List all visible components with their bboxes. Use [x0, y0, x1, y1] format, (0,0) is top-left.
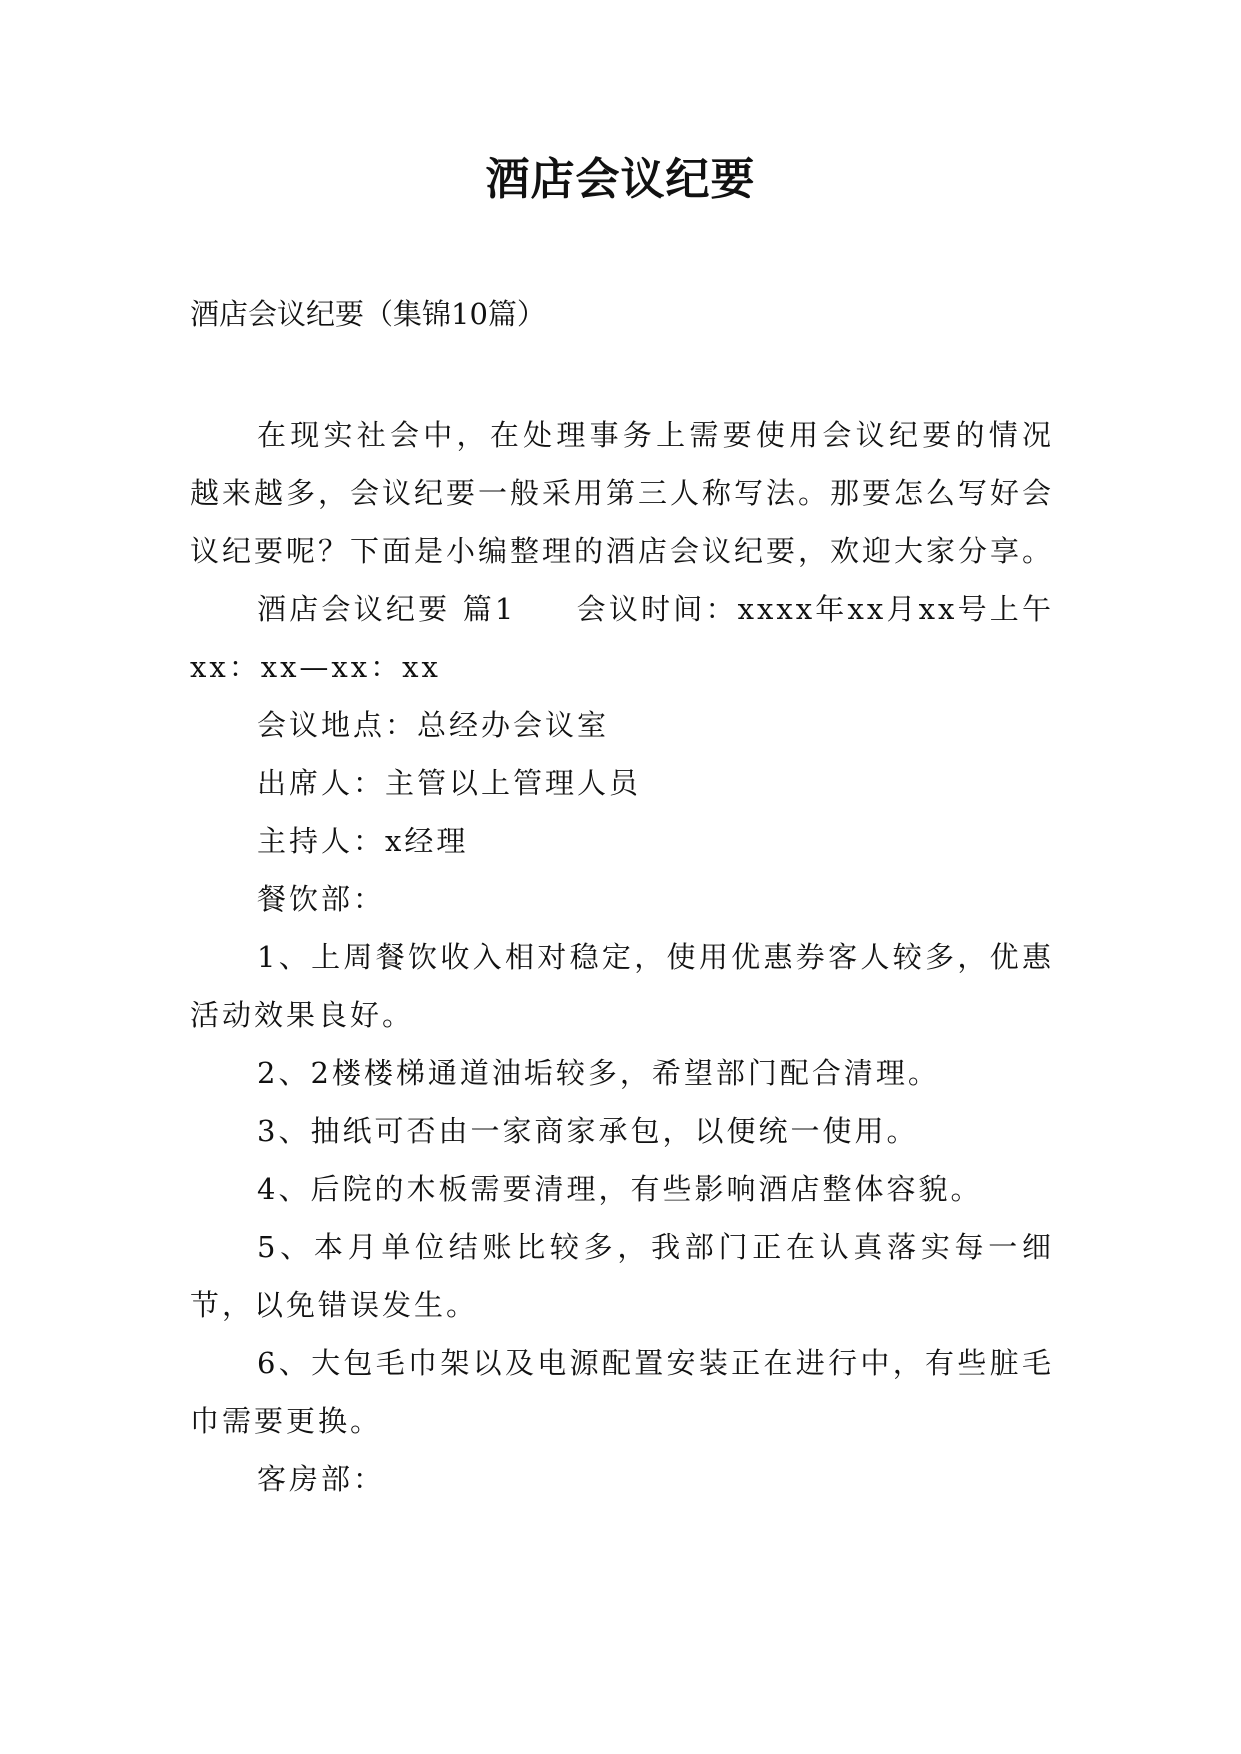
attendees: 出席人：主管以上管理人员 — [257, 766, 642, 800]
document-body — [190, 406, 1054, 1508]
document-subtitle: 酒店会议纪要（集锦10篇） — [190, 297, 546, 331]
list-item: 1、上周餐饮收入相对稳定，使用优惠券客人较多，优惠活动效果良好。 — [190, 940, 1054, 1032]
dept-heading-rooms: 客房部： — [257, 1462, 386, 1496]
list-item: 4、后院的木板需要清理，有些影响酒店整体容貌。 — [257, 1172, 983, 1206]
document-title: 酒店会议纪要 — [485, 154, 756, 205]
list-item: 5、本月单位结账比较多，我部门正在认真落实每一细节，以免错误发生。 — [190, 1230, 1054, 1322]
intro-paragraph: 在现实社会中，在处理事务上需要使用会议纪要的情况越来越多，会议纪要一般采用第三人称写法。那要怎么写好会议纪要呢？下面是小编整理的酒店会议纪要，欢迎大家分享。 — [190, 418, 1055, 568]
list-item: 6、大包毛巾架以及电源配置安装正在进行中，有些脏毛巾需要更换。 — [190, 1346, 1054, 1438]
dept-heading-food: 餐饮部： — [257, 882, 386, 916]
meeting-header-paragraph — [190, 580, 1054, 696]
meeting-time: 会议时间：xxxx年xx月xx号上午xx：xx—xx：xx — [190, 592, 1055, 684]
meeting-place: 会议地点：总经办会议室 — [257, 708, 610, 742]
host: 主持人：x经理 — [257, 824, 469, 858]
list-item: 2、2楼楼梯通道油垢较多，希望部门配合清理。 — [257, 1056, 940, 1090]
section-heading: 酒店会议纪要 篇1 — [257, 592, 517, 626]
list-item: 3、抽纸可否由一家商家承包，以便统一使用。 — [257, 1114, 919, 1148]
